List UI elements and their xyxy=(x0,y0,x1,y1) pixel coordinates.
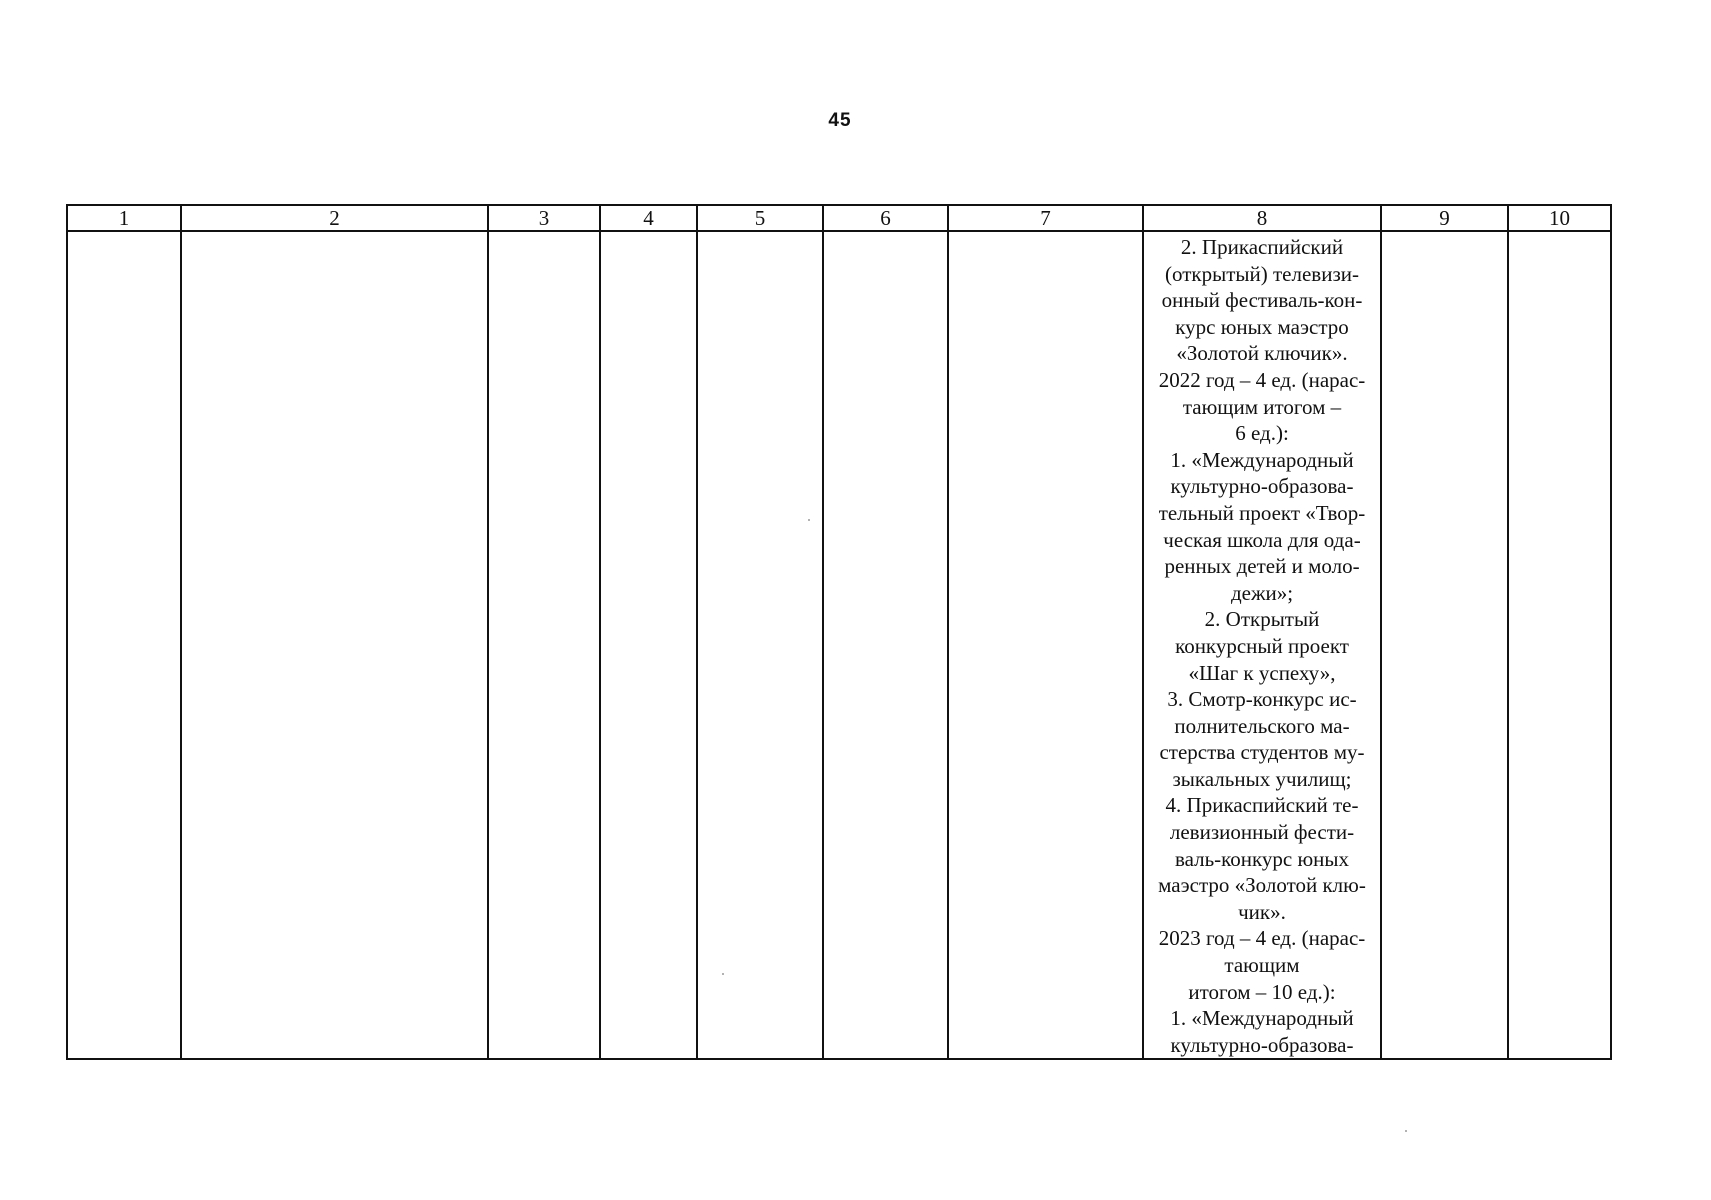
empty-cell-col9 xyxy=(1381,231,1508,1059)
scan-speck xyxy=(1405,1130,1407,1132)
data-table xyxy=(66,204,1612,1060)
text-line: 2023 год – 4 ед. (нарас- xyxy=(1158,926,1366,951)
text-line: онный фестиваль-кон- xyxy=(1161,288,1363,313)
text-line: 1. «Международный xyxy=(1170,1006,1354,1031)
column-header: 1 xyxy=(67,205,181,231)
column-header: 3 xyxy=(488,205,600,231)
text-line: 4. Прикаспийский те- xyxy=(1165,793,1359,818)
text-line: 2. Прикаспийский xyxy=(1180,235,1344,259)
text-line: полнительского ма- xyxy=(1174,713,1350,738)
text-line: «Золотой ключик». xyxy=(1176,341,1348,366)
text-line: тающим итогом – xyxy=(1182,394,1342,419)
text-line: «Шаг к успеху», xyxy=(1188,660,1336,685)
text-line: 2. Открытый xyxy=(1204,607,1320,632)
text-line: 1. «Международный xyxy=(1170,447,1354,472)
empty-cell-col7 xyxy=(948,231,1143,1059)
empty-cell-col1 xyxy=(67,231,181,1059)
empty-cell-col10 xyxy=(1508,231,1611,1059)
column8-text xyxy=(1144,232,1380,1058)
text-line: культурно-образова- xyxy=(1170,1032,1354,1057)
column-header: 10 xyxy=(1508,205,1611,231)
column-header: 9 xyxy=(1381,205,1508,231)
text-line: (открытый) телевизи- xyxy=(1165,261,1359,286)
empty-cell-col3 xyxy=(488,231,600,1059)
column-header: 2 xyxy=(181,205,488,231)
column-header: 8 xyxy=(1143,205,1381,231)
text-line: чик». xyxy=(1238,899,1286,924)
text-line: тающим xyxy=(1224,953,1300,978)
empty-cell-col5 xyxy=(697,231,823,1059)
empty-cell-col4 xyxy=(600,231,697,1059)
text-line: курс юных маэстро xyxy=(1175,314,1349,339)
column-header: 5 xyxy=(697,205,823,231)
table-row xyxy=(67,231,1611,1059)
column-header: 4 xyxy=(600,205,697,231)
column-header: 7 xyxy=(948,205,1143,231)
text-line: левизионный фести- xyxy=(1169,820,1355,845)
scan-speck xyxy=(722,973,724,975)
scan-speck xyxy=(808,519,810,521)
text-line: валь-конкурс юных xyxy=(1174,846,1350,871)
text-line: тельный проект «Твор- xyxy=(1158,500,1366,525)
text-line: стерства студентов му- xyxy=(1159,740,1365,765)
empty-cell-col6 xyxy=(823,231,948,1059)
page-number: 45 xyxy=(828,110,852,131)
text-line: культурно-образова- xyxy=(1170,474,1354,499)
empty-cell-col2 xyxy=(181,231,488,1059)
text-line: 2022 год – 4 ед. (нарас- xyxy=(1158,367,1366,392)
text-line: ческая школа для ода- xyxy=(1163,527,1361,552)
column-header: 6 xyxy=(823,205,948,231)
header-row xyxy=(67,205,1611,231)
content-cell-col8 xyxy=(1143,231,1381,1059)
text-line: конкурсный проект xyxy=(1175,633,1349,658)
text-line: маэстро «Золотой клю- xyxy=(1158,873,1366,898)
text-line: 3. Смотр-конкурс ис- xyxy=(1167,687,1357,712)
text-line: зыкальных училищ; xyxy=(1172,766,1352,791)
text-line: 6 ед.): xyxy=(1235,421,1289,446)
text-line: ренных детей и моло- xyxy=(1164,554,1360,579)
text-line: дежи»; xyxy=(1230,580,1294,605)
text-line: итогом – 10 ед.): xyxy=(1188,979,1336,1004)
